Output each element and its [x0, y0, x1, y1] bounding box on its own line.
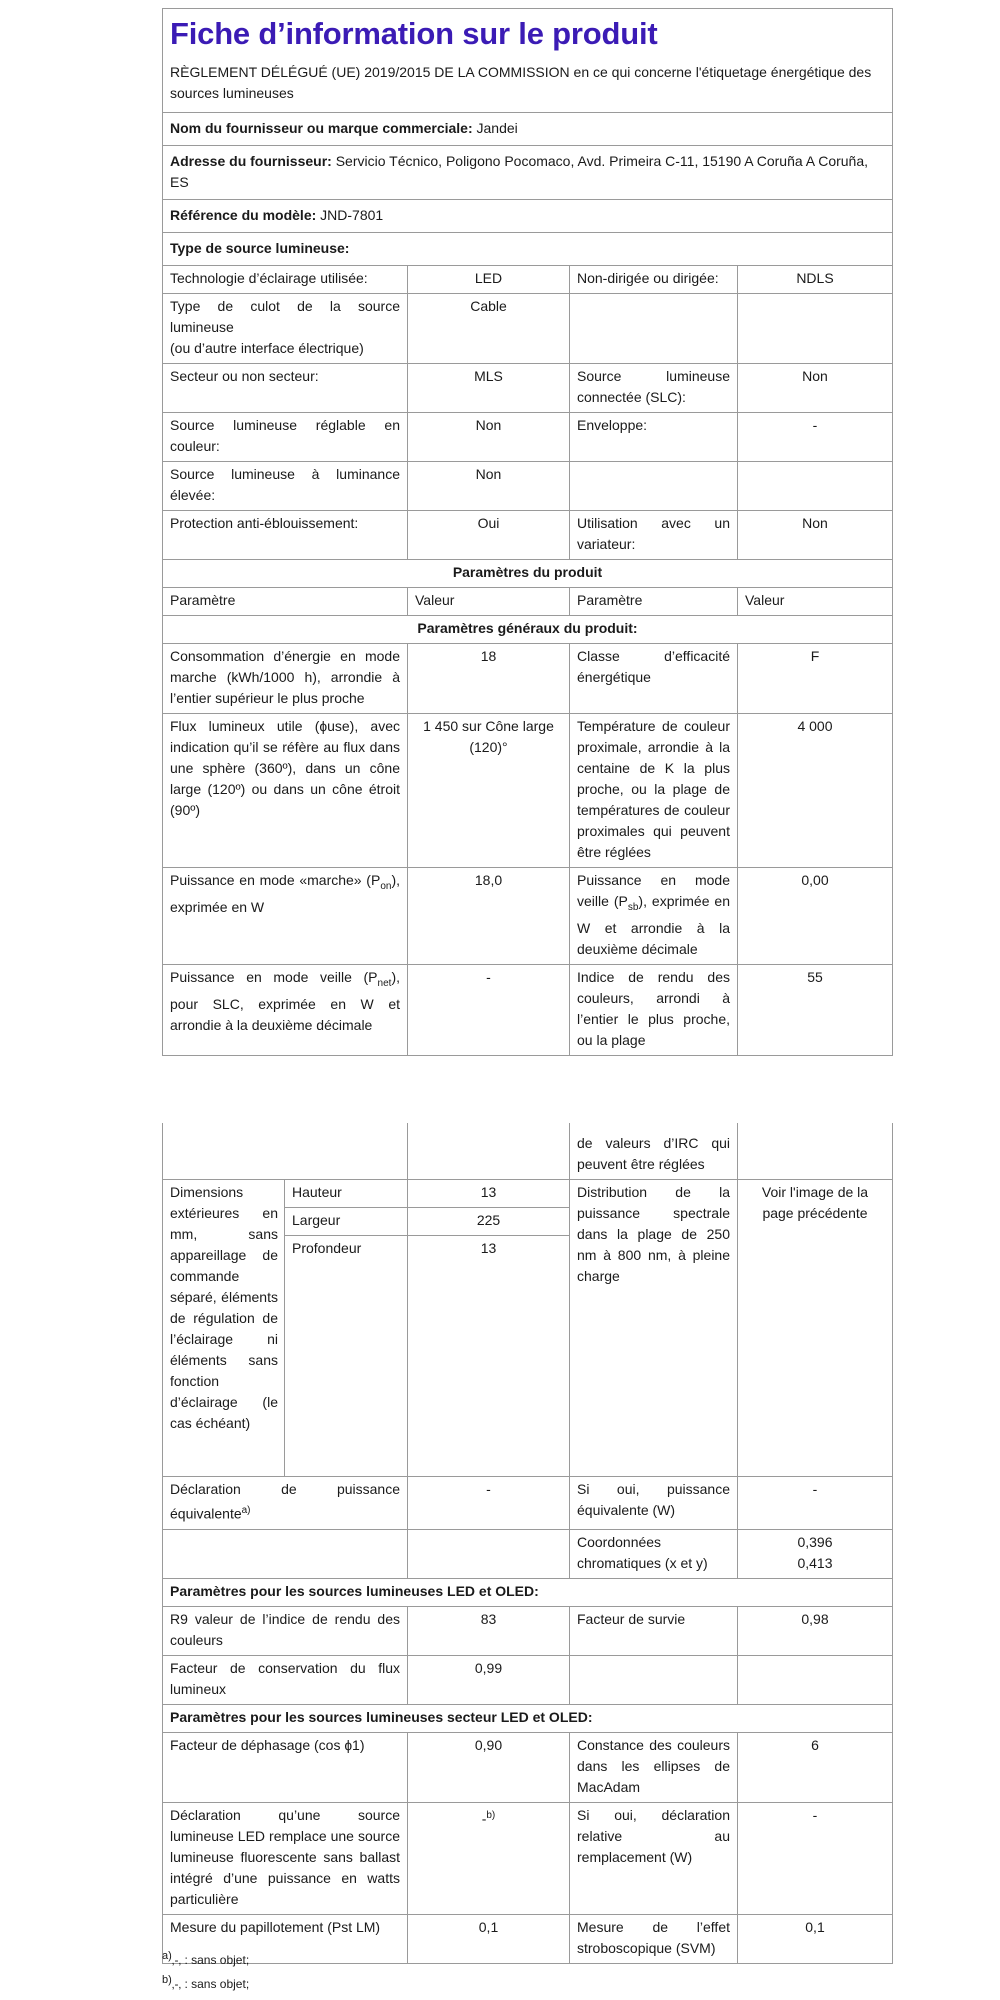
cap-type-value: Cable — [408, 294, 570, 364]
useful-flux-value: 1 450 sur Cône large (120)° — [408, 714, 570, 868]
colour-consistency-value: 6 — [738, 1732, 893, 1802]
dimmer-label: Utilisation avec un variateur: — [570, 511, 738, 560]
standby-power-text: Puissance en mode veille (P — [577, 872, 730, 909]
high-luminance-value: Non — [408, 462, 570, 511]
energy-class-value: F — [738, 644, 893, 714]
high-luminance-label: Source lumineuse à luminance élevée: — [163, 462, 408, 511]
mains-label: Secteur ou non secteur: — [163, 364, 408, 413]
col-header-value-2: Valeur — [738, 588, 893, 616]
col-header-param-2: Paramètre — [570, 588, 738, 616]
source-type-header: Type de source lumineuse: — [163, 233, 893, 266]
anti-glare-label: Protection anti-éblouissement: — [163, 511, 408, 560]
cct-value: 4 000 — [738, 714, 893, 868]
on-mode-power-text-2: ), exprimée en W — [170, 872, 400, 915]
depth-value: 13 — [408, 1236, 570, 1477]
r9-label: R9 valeur de l’indice de rendu des couleurs — [163, 1606, 408, 1655]
energy-consumption-label: Consommation d’énergie en mode marche (kWh/1000 h), arrondie à l’entier supérieur le plus proche — [163, 644, 408, 714]
replacement-claim-value: - — [738, 1802, 893, 1914]
on-mode-power-label — [163, 868, 408, 965]
directed-label: Non-dirigée ou dirigée: — [570, 266, 738, 294]
equivalent-power-value: - — [408, 1477, 570, 1530]
tech-label: Technologie d’éclairage utilisée: — [163, 266, 408, 294]
colour-tunable-value: Non — [408, 413, 570, 462]
product-sheet-page-1 — [162, 8, 892, 1056]
regulation-text: RÈGLEMENT DÉLÉGUÉ (UE) 2019/2015 DE LA COMMISSION en ce qui concerne l'étiquetage énergétique des sources lumineuses — [163, 54, 893, 113]
empty-cell — [408, 1529, 570, 1578]
empty-cell — [570, 1655, 738, 1704]
survival-factor-value: 0,98 — [738, 1606, 893, 1655]
mains-value: MLS — [408, 364, 570, 413]
mains-led-params-header: Paramètres pour les sources lumineuses secteur LED et OLED: — [163, 1704, 893, 1732]
footnote-b — [162, 1970, 249, 1994]
footnote-a-text: ‚-‚ : sans objet; — [171, 1953, 250, 1967]
energy-consumption-value: 18 — [408, 644, 570, 714]
footnote-ref-a: a) — [241, 1505, 251, 1516]
lumen-maintenance-label: Facteur de conservation du flux lumineux — [163, 1655, 408, 1704]
width-label: Largeur — [285, 1208, 408, 1236]
displacement-factor-label: Facteur de déphasage (cos ɸ1) — [163, 1732, 408, 1802]
supplier-value: Jandei — [476, 120, 518, 136]
empty-cell — [163, 1123, 408, 1180]
model-label: Référence du modèle: — [170, 207, 317, 223]
standby-power-text-2: ), exprimée en W et arrondie à la deuxième décimale — [577, 893, 731, 957]
address-row — [163, 146, 893, 200]
on-mode-power-value: 18,0 — [408, 868, 570, 965]
flicker-label: Mesure du papillotement (Pst LM) — [163, 1914, 408, 1963]
led-replacement-value — [408, 1802, 570, 1914]
cap-type-label-2: (ou d’autre interface électrique) — [170, 340, 364, 356]
empty-cell — [738, 1123, 893, 1180]
lumen-maintenance-value: 0,99 — [408, 1655, 570, 1704]
networked-standby-text: Puissance en mode veille (P — [170, 968, 378, 985]
colour-consistency-label: Constance des couleurs dans les ellipses de MacAdam — [570, 1732, 738, 1802]
on-mode-power-text: Puissance en mode «marche» (P — [170, 872, 381, 888]
networked-standby-value: - — [408, 964, 570, 1055]
envelope-value: - — [738, 413, 893, 462]
led-replacement-label: Déclaration qu’une source lumineuse LED remplace une source lumineuse fluorescente sans ballast intégré d’une puissance en watts particulière — [163, 1802, 408, 1914]
tech-value: LED — [408, 266, 570, 294]
anti-glare-value: Oui — [408, 511, 570, 560]
dimmer-value: Non — [738, 511, 893, 560]
equivalent-watts-label: Si oui, puissance équivalente (W) — [570, 1477, 738, 1530]
model-row — [163, 200, 893, 233]
col-header-param-1: Paramètre — [163, 588, 408, 616]
empty-cell — [570, 462, 738, 511]
empty-cell — [570, 294, 738, 364]
equivalent-power-text: Déclaration de puissance équivalente — [170, 1481, 400, 1522]
survival-factor-label: Facteur de survie — [570, 1606, 738, 1655]
chromaticity-label: Coordonnées chromatiques (x et y) — [570, 1529, 738, 1578]
cap-type-label: Type de culot de la source lumineuse — [170, 298, 400, 335]
energy-class-label: Classe d’efficacité énergétique — [570, 644, 738, 714]
standby-power-value: 0,00 — [738, 868, 893, 965]
led-params-header: Paramètres pour les sources lumineuses LED et OLED: — [163, 1578, 893, 1606]
page-title: Fiche d’information sur le produit — [170, 16, 658, 51]
useful-flux-label: Flux lumineux utile (ɸuse), avec indication qu’il se réfère au flux dans une sphère (360º), dans un cône large (120º) ou dans un cône étroit (90º) — [163, 714, 408, 868]
networked-standby-text-2: ), pour SLC, exprimée en W et arrondie à la deuxième décimale — [170, 968, 400, 1033]
height-value: 13 — [408, 1180, 570, 1208]
supplier-label: Nom du fournisseur ou marque commerciale: — [170, 120, 473, 136]
cct-label: Température de couleur proximale, arrondie à la centaine de K la plus proche, ou la plage de températures de couleur proximales qui peuvent être réglées — [570, 714, 738, 868]
flicker-value: 0,1 — [408, 1914, 570, 1963]
footnote-b-text: ‚-‚ : sans objet; — [171, 1977, 250, 1991]
cri-label: Indice de rendu des couleurs, arrondi à l’entier le plus proche, ou la plage — [570, 964, 738, 1055]
networked-standby-label — [163, 964, 408, 1055]
equivalent-power-label — [163, 1477, 408, 1530]
spectral-distribution-value: Voir l'image de la page précédente — [738, 1180, 893, 1477]
led-replacement-text: - — [481, 1810, 487, 1827]
address-label: Adresse du fournisseur: — [170, 153, 332, 169]
col-header-value-1: Valeur — [408, 588, 570, 616]
envelope-label: Enveloppe: — [570, 413, 738, 462]
empty-cell — [738, 294, 893, 364]
height-label: Hauteur — [285, 1180, 408, 1208]
on-mode-power-sub: on — [380, 880, 392, 892]
replacement-claim-label: Si oui, déclaration relative au remplacement (W) — [570, 1802, 738, 1914]
supplier-row — [163, 113, 893, 146]
chromaticity-x: 0,396 — [797, 1533, 833, 1550]
directed-value: NDLS — [738, 266, 893, 294]
cri-label-continued: de valeurs d’IRC qui peuvent être réglées — [570, 1123, 738, 1180]
footnote-a-marker: a) — [162, 1950, 172, 1962]
depth-label: Profondeur — [285, 1236, 408, 1477]
displacement-factor-value: 0,90 — [408, 1732, 570, 1802]
empty-cell — [738, 1655, 893, 1704]
equivalent-watts-value: - — [738, 1477, 893, 1530]
connected-label: Source lumineuse connectée (SLC): — [570, 364, 738, 413]
empty-cell — [738, 462, 893, 511]
dimensions-label: Dimensions extérieures en mm, sans appareillage de commande séparé, éléments de régulation de l’éclairage ni éléments sans fonction d’éclairage (le cas échéant) — [163, 1180, 285, 1477]
address-value: Servicio Técnico, Poligono Pocomaco, Avd. Primeira C-11, 15190 A Coruña A Coruña, ES — [170, 153, 869, 190]
empty-cell — [408, 1123, 570, 1180]
footnote-b-marker: b) — [162, 1974, 172, 1986]
chromaticity-y: 0,413 — [797, 1554, 833, 1571]
product-sheet-page-2 — [162, 1123, 892, 1964]
spectral-distribution-label: Distribution de la puissance spectrale dans la plage de 250 nm à 800 nm, à pleine charge — [570, 1180, 738, 1477]
footnote-ref-b: b) — [486, 1809, 496, 1821]
stroboscopic-value: 0,1 — [738, 1914, 893, 1963]
stroboscopic-label: Mesure de l’effet stroboscopique (SVM) — [570, 1914, 738, 1963]
standby-power-sub: sb — [627, 901, 639, 913]
empty-cell — [163, 1529, 408, 1578]
chromaticity-value — [738, 1529, 893, 1578]
product-info-table — [162, 8, 893, 1056]
product-info-table-continued — [162, 1123, 893, 1964]
model-value: JND-7801 — [320, 207, 384, 223]
footnote-a — [162, 1946, 249, 1970]
width-value: 225 — [408, 1208, 570, 1236]
r9-value: 83 — [408, 1606, 570, 1655]
general-params-header: Paramètres généraux du produit: — [163, 616, 893, 644]
footnotes — [162, 1946, 249, 1994]
networked-standby-sub: net — [377, 977, 392, 989]
cri-value: 55 — [738, 964, 893, 1055]
standby-power-label — [570, 868, 738, 965]
product-params-header: Paramètres du produit — [163, 560, 893, 588]
colour-tunable-label: Source lumineuse réglable en couleur: — [163, 413, 408, 462]
connected-value: Non — [738, 364, 893, 413]
cap-type-cell — [163, 294, 408, 364]
